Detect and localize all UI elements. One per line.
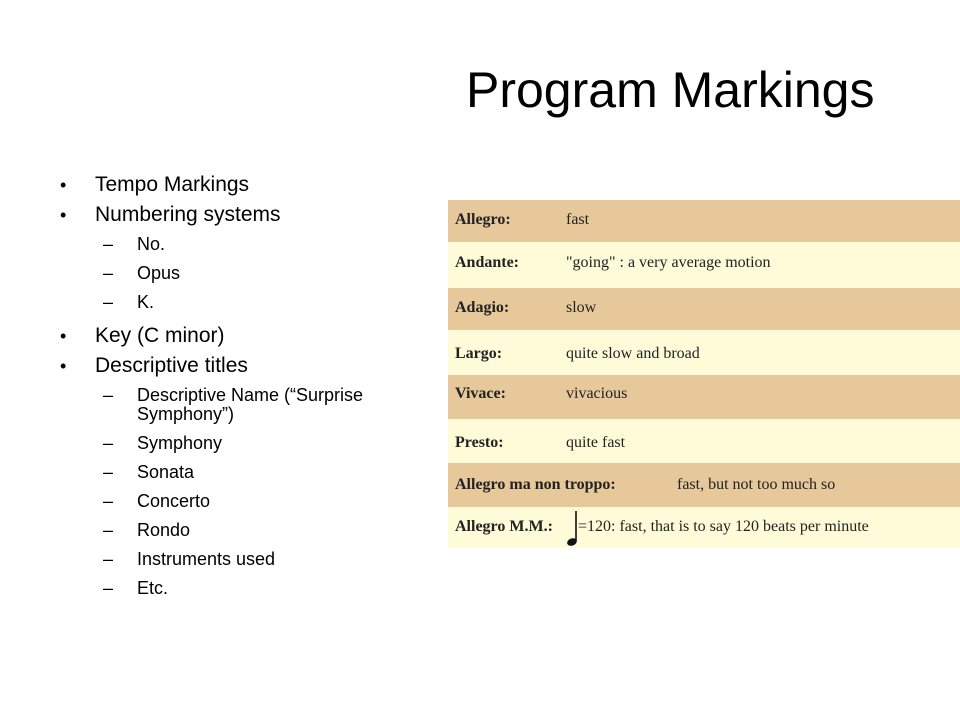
tempo-row-allegro [448, 200, 960, 242]
tempo-term: Allegro M.M.: [455, 518, 553, 535]
bullet-key [58, 321, 428, 351]
dash-marker: – [103, 292, 114, 312]
tempo-meaning: =120: fast, that is to say 120 beats per minute [578, 518, 869, 535]
bullet-text: Descriptive titles [95, 354, 248, 377]
sub-item-descriptive-name [58, 381, 397, 429]
dash-marker: – [103, 433, 114, 453]
sub-item-text: Descriptive Name (“Surprise Symphony”) [137, 385, 364, 424]
sub-item-text: Symphony [137, 433, 223, 453]
dash-marker: – [103, 491, 114, 511]
tempo-marking-table [448, 200, 960, 548]
sub-item-concerto [58, 487, 428, 516]
dash-marker: – [103, 462, 114, 482]
bullet-text: Key (C minor) [95, 324, 225, 347]
tempo-row-adagio [448, 288, 960, 330]
bullet-text: Tempo Markings [95, 173, 250, 196]
tempo-term: Allegro: [455, 211, 511, 228]
sub-item-opus [58, 259, 428, 288]
tempo-meaning: quite slow and broad [566, 345, 700, 362]
sub-item-etc [58, 574, 428, 603]
sub-item-no [58, 230, 428, 259]
tempo-meaning: quite fast [566, 434, 626, 451]
sub-item-text: Sonata [137, 462, 195, 482]
dash-marker: – [103, 549, 114, 569]
sub-item-instruments [58, 545, 428, 574]
sub-item-sonata [58, 458, 428, 487]
tempo-term: Vivace: [455, 385, 506, 402]
tempo-row-vivace [448, 375, 960, 419]
sub-item-rondo [58, 516, 428, 545]
bullet-dot: • [60, 326, 67, 346]
tempo-row-andante [448, 242, 960, 288]
bullet-text: Numbering systems [95, 203, 281, 226]
sub-item-symphony [58, 429, 428, 458]
sub-item-k [58, 288, 428, 317]
dash-marker: – [103, 234, 114, 254]
slide-title: Program Markings [466, 62, 875, 118]
tempo-term: Largo: [455, 345, 503, 362]
tempo-meaning: "going" : a very average motion [566, 254, 771, 271]
dash-marker: – [103, 385, 114, 405]
tempo-meaning: fast, but not too much so [677, 476, 836, 493]
sub-item-text: Instruments used [137, 549, 276, 569]
sub-item-text: Rondo [137, 520, 191, 540]
tempo-term: Presto: [455, 434, 504, 451]
sub-item-text: Concerto [137, 491, 211, 511]
tempo-meaning: vivacious [566, 385, 628, 402]
tempo-term: Allegro ma non troppo: [455, 476, 616, 493]
bullet-dot: • [60, 205, 67, 225]
dash-marker: – [103, 520, 114, 540]
tempo-row-allegro-mm [448, 507, 960, 548]
tempo-row-largo [448, 330, 960, 375]
sub-item-text: No. [137, 234, 166, 254]
bullet-tempo [58, 170, 428, 200]
sub-item-text: Opus [137, 263, 181, 283]
tempo-row-allegro-ma-non-troppo [448, 463, 960, 507]
tempo-row-presto [448, 419, 960, 463]
dash-marker: – [103, 263, 114, 283]
tempo-term: Adagio: [455, 299, 510, 316]
bullet-dot: • [60, 356, 67, 376]
bullet-list [58, 170, 428, 603]
bullet-numbering [58, 200, 428, 230]
tempo-term: Andante: [455, 254, 520, 271]
dash-marker: – [103, 578, 114, 598]
bullet-descriptive [58, 351, 428, 381]
sub-item-text: Etc. [137, 578, 169, 598]
tempo-meaning: slow [566, 299, 597, 316]
bullet-dot: • [60, 175, 67, 195]
sub-item-text: K. [137, 292, 155, 312]
tempo-meaning: fast [566, 211, 590, 228]
